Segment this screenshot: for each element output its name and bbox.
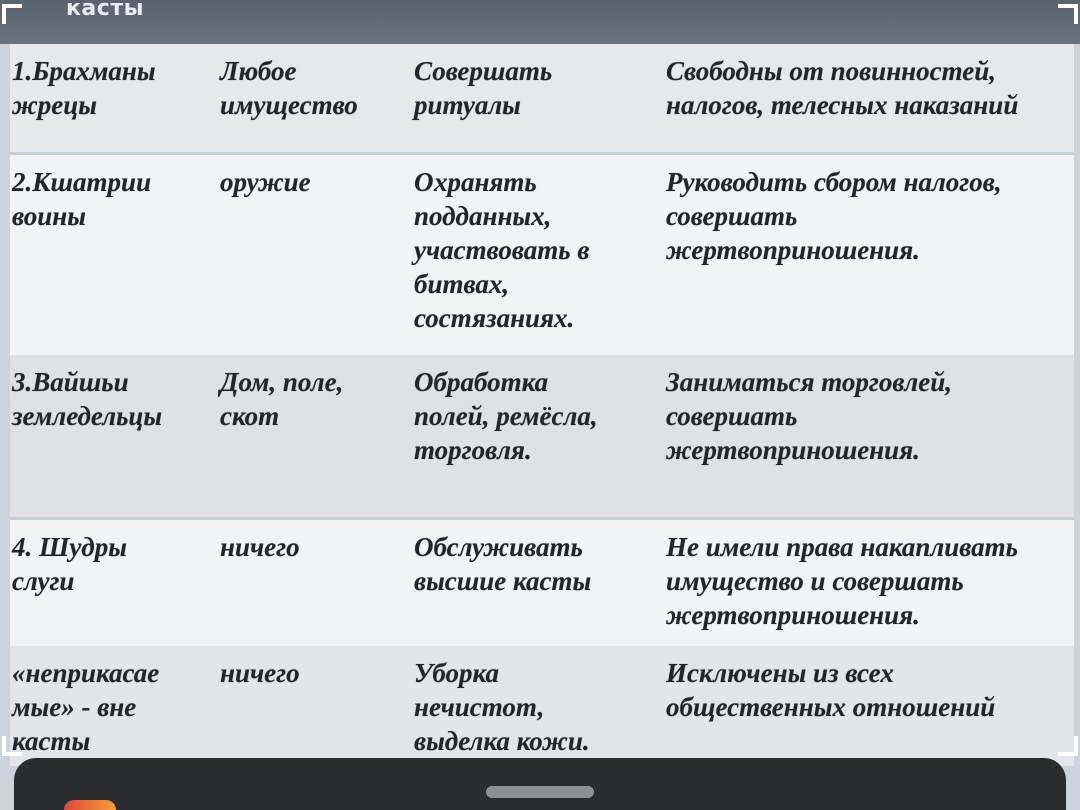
- property-cell: Дом, поле, скот: [220, 367, 344, 431]
- caste-cell: 3.Вайшьи земледельцы: [12, 367, 163, 431]
- property-cell: ничего: [220, 658, 300, 688]
- duty-cell: Обслуживать высшие касты: [414, 532, 592, 596]
- rights-cell: Свободны от повинностей, налогов, телесных наказаний: [666, 56, 1019, 120]
- table-row: [10, 517, 1074, 646]
- property-cell: ничего: [220, 532, 300, 562]
- bottom-sheet[interactable]: [14, 758, 1066, 810]
- table-row: [10, 152, 1074, 355]
- drag-handle[interactable]: [486, 786, 594, 798]
- crop-handle-top-left[interactable]: [2, 4, 22, 24]
- castes-table: [10, 44, 1074, 766]
- duty-cell: Уборка нечистот, выделка кожи.: [414, 658, 590, 756]
- crop-handle-bottom-right[interactable]: [1058, 736, 1078, 756]
- property-cell: Любое имущество: [220, 56, 358, 120]
- caste-cell: 1.Брахманы жрецы: [12, 56, 156, 120]
- crop-handle-top-right[interactable]: [1058, 4, 1078, 24]
- rights-cell: Исключены из всех общественных отношений: [666, 658, 996, 722]
- table-row: [10, 355, 1074, 517]
- table-row: [10, 44, 1074, 152]
- duty-cell: Охранять подданных, участвовать в битвах, состязаниях.: [414, 167, 590, 333]
- app-icon: [64, 800, 116, 810]
- duty-cell: Обработка полей, ремёсла, торговля.: [414, 367, 598, 465]
- rights-cell: Не имели права накапливать имущество и совершать жертвоприношения.: [666, 532, 1018, 630]
- rights-cell: Руководить сбором налогов, совершать жертвоприношения.: [666, 167, 1002, 265]
- caste-cell: «неприкасае мые» - вне касты: [12, 658, 160, 756]
- crop-handle-bottom-left[interactable]: [2, 736, 22, 756]
- rights-cell: Заниматься торговлей, совершать жертвоприношения.: [666, 367, 953, 465]
- caste-cell: 2.Кшатрии воины: [12, 167, 152, 231]
- table-header-strip: [0, 0, 1080, 44]
- duty-cell: Совершать ритуалы: [414, 56, 553, 120]
- caste-cell: 4. Шудры слуги: [12, 532, 127, 596]
- table-title: касты: [66, 0, 144, 21]
- property-cell: оружие: [220, 167, 311, 197]
- table-row: [10, 646, 1074, 766]
